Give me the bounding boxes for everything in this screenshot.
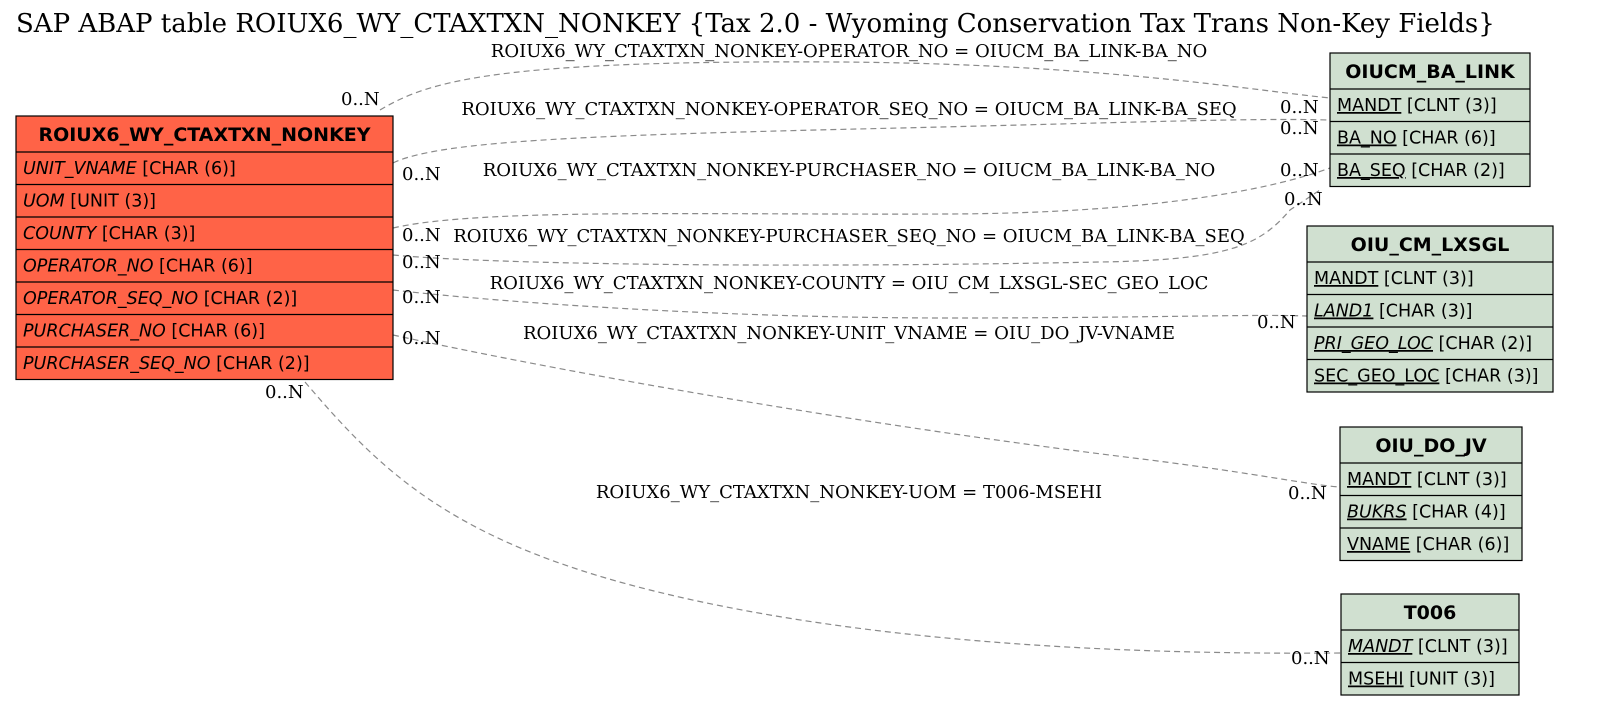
cardinality-target: 0..N: [1280, 97, 1319, 118]
relationship-label: ROIUX6_WY_CTAXTXN_NONKEY-PURCHASER_NO = OIUCM_BA_LINK-BA_NO: [482, 160, 1216, 181]
entity-lxsgl: [1307, 226, 1553, 392]
field-row: UNIT_VNAME [CHAR (6)]: [23, 159, 236, 179]
cardinality-target: 0..N: [1257, 312, 1296, 333]
field-row: MANDT [CLNT (3)]: [1314, 269, 1474, 289]
field-row: COUNTY [CHAR (3)]: [23, 224, 196, 244]
cardinality-target: 0..N: [1288, 483, 1327, 504]
relationship-label: ROIUX6_WY_CTAXTXN_NONKEY-UNIT_VNAME = OIU_DO_JV-VNAME: [522, 323, 1176, 344]
cardinality-target: 0..N: [1280, 118, 1319, 139]
entity-main: [16, 116, 393, 380]
entity-tables: [16, 53, 1553, 695]
relationship-label: ROIUX6_WY_CTAXTXN_NONKEY-PURCHASER_SEQ_NO = OIUCM_BA_LINK-BA_SEQ: [453, 226, 1245, 247]
field-row: BA_SEQ [CHAR (2)]: [1337, 161, 1505, 181]
relationship-edge: [393, 290, 1307, 318]
entity-title: OIU_DO_JV: [1375, 435, 1487, 457]
entity-t006: [1341, 594, 1519, 695]
relationship-label: ROIUX6_WY_CTAXTXN_NONKEY-UOM = T006-MSEHI: [595, 482, 1103, 503]
field-row: MANDT [CLNT (3)]: [1348, 637, 1508, 657]
cardinality-source: 0..N: [402, 252, 441, 273]
relationship-label: ROIUX6_WY_CTAXTXN_NONKEY-OPERATOR_SEQ_NO = OIUCM_BA_LINK-BA_SEQ: [461, 99, 1237, 120]
cardinality-source: 0..N: [265, 382, 304, 403]
field-row: VNAME [CHAR (6)]: [1347, 535, 1510, 555]
cardinality-source: 0..N: [402, 287, 441, 308]
cardinality-target: 0..N: [1284, 189, 1323, 210]
entity-do-jv: [1340, 427, 1522, 561]
cardinality-target: 0..N: [1280, 160, 1319, 181]
entity-title: OIU_CM_LXSGL: [1350, 234, 1510, 256]
field-row: BUKRS [CHAR (4)]: [1347, 502, 1506, 523]
field-row: OPERATOR_SEQ_NO [CHAR (2)]: [23, 289, 298, 309]
relationship-edge: [393, 119, 1330, 163]
field-row: MSEHI [UNIT (3)]: [1348, 669, 1495, 690]
relationship-edge: [305, 382, 1341, 653]
field-row: PRI_GEO_LOC [CHAR (2)]: [1314, 334, 1533, 354]
entity-title: OIUCM_BA_LINK: [1345, 61, 1515, 83]
field-row: MANDT [CLNT (3)]: [1347, 470, 1507, 490]
cardinality-source: 0..N: [402, 164, 441, 185]
field-row: PURCHASER_SEQ_NO [CHAR (2)]: [23, 354, 310, 374]
diagram-title: SAP ABAP table ROIUX6_WY_CTAXTXN_NONKEY {Tax 2.0 - Wyoming Conservation Tax Trans Non-Key Fields}: [16, 9, 1495, 39]
field-row: SEC_GEO_LOC [CHAR (3)]: [1314, 366, 1539, 387]
field-row: UOM [UNIT (3)]: [23, 191, 157, 212]
field-row: LAND1 [CHAR (3)]: [1314, 301, 1473, 322]
cardinality-source: 0..N: [402, 225, 441, 246]
relationship-labels: [453, 41, 1244, 503]
cardinality-target: 0..N: [1291, 648, 1330, 669]
relationship-label: ROIUX6_WY_CTAXTXN_NONKEY-COUNTY = OIU_CM_LXSGL-SEC_GEO_LOC: [489, 273, 1209, 294]
entity-title: T006: [1403, 602, 1457, 624]
relationship-edge: [393, 335, 1340, 487]
field-row: OPERATOR_NO [CHAR (6)]: [23, 256, 253, 277]
entity-ba-link: [1330, 53, 1530, 187]
relationship-label: ROIUX6_WY_CTAXTXN_NONKEY-OPERATOR_NO = OIUCM_BA_LINK-BA_NO: [490, 41, 1208, 62]
entity-title: ROIUX6_WY_CTAXTXN_NONKEY: [38, 124, 371, 146]
cardinality-source: 0..N: [402, 328, 441, 349]
field-row: MANDT [CLNT (3)]: [1337, 96, 1497, 116]
relationship-edges: [305, 62, 1341, 653]
field-row: BA_NO [CHAR (6)]: [1337, 128, 1496, 149]
cardinality-source: 0..N: [341, 89, 380, 110]
field-row: PURCHASER_NO [CHAR (6)]: [23, 321, 265, 342]
